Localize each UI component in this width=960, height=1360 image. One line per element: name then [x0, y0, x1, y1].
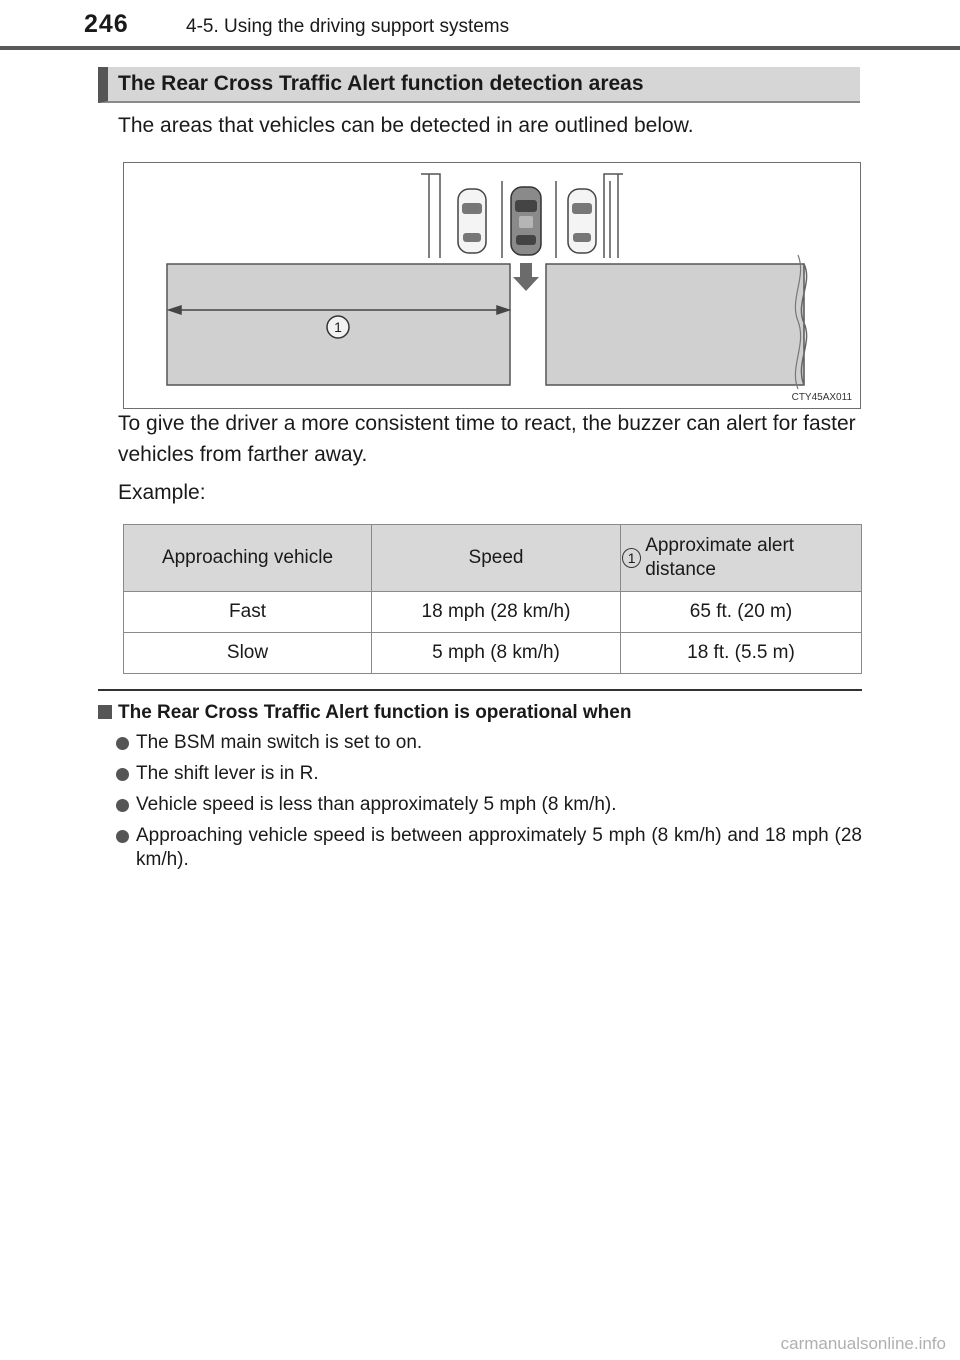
header-alert-distance — [621, 525, 862, 592]
callout-1-label: 1 — [334, 319, 342, 335]
table-row — [124, 592, 862, 633]
table-header-row — [124, 525, 862, 592]
cell-distance: 65 ft. (20 m) — [621, 592, 862, 633]
bullet-dot-icon — [116, 768, 129, 781]
subsection-heading — [98, 702, 631, 724]
bullet-dot-icon — [116, 737, 129, 750]
header-approaching-vehicle: Approaching vehicle — [124, 525, 372, 592]
operational-conditions-list — [116, 731, 862, 879]
callout-1-badge: 1 — [622, 548, 641, 568]
reverse-direction-arrow-icon — [513, 263, 539, 291]
bullet-dot-icon — [116, 830, 129, 843]
parked-car-left-icon — [458, 189, 486, 253]
own-vehicle-icon — [511, 187, 541, 255]
subsection-heading-text: The Rear Cross Traffic Alert function is operational when — [118, 702, 632, 723]
bullet-dot-icon — [116, 799, 129, 812]
page-number: 246 — [84, 10, 129, 38]
cell-vehicle: Slow — [124, 633, 372, 674]
table-row — [124, 633, 862, 674]
section-heading: The Rear Cross Traffic Alert function detection areas — [98, 67, 860, 103]
detection-area-diagram — [124, 163, 860, 408]
cell-speed: 18 mph (28 km/h) — [372, 592, 621, 633]
example-label: Example: — [118, 481, 206, 504]
figure-code: CTY45AX011 — [791, 392, 852, 403]
right-detection-area — [546, 264, 804, 385]
list-item: The shift lever is in R. — [116, 762, 862, 786]
subsection-rule — [98, 689, 862, 691]
cell-distance: 18 ft. (5.5 m) — [621, 633, 862, 674]
list-item: Vehicle speed is less than approximately 5 mph (8 km/h). — [116, 793, 862, 817]
parked-car-right-icon — [568, 189, 596, 253]
watermark: carmanualsonline.info — [780, 1334, 946, 1353]
square-bullet-icon — [98, 705, 112, 719]
list-item: Approaching vehicle speed is between approximately 5 mph (8 km/h) and 18 mph (28 km/h). — [116, 824, 862, 872]
alert-distance-table — [123, 524, 862, 674]
cell-vehicle: Fast — [124, 592, 372, 633]
header-alert-distance-label: Approximate alert distance — [645, 535, 795, 580]
list-item: The BSM main switch is set to on. — [116, 731, 862, 755]
intro-text: The areas that vehicles can be detected in are outlined below. — [118, 114, 694, 137]
paragraph: To give the driver a more consistent time to react, the buzzer can alert for faster vehicles from farther away. — [118, 412, 856, 466]
cell-speed: 5 mph (8 km/h) — [372, 633, 621, 674]
detection-area-figure — [123, 162, 861, 409]
header-speed: Speed — [372, 525, 621, 592]
chapter-title: 4-5. Using the driving support systems — [186, 16, 510, 37]
header-rule — [0, 46, 960, 50]
